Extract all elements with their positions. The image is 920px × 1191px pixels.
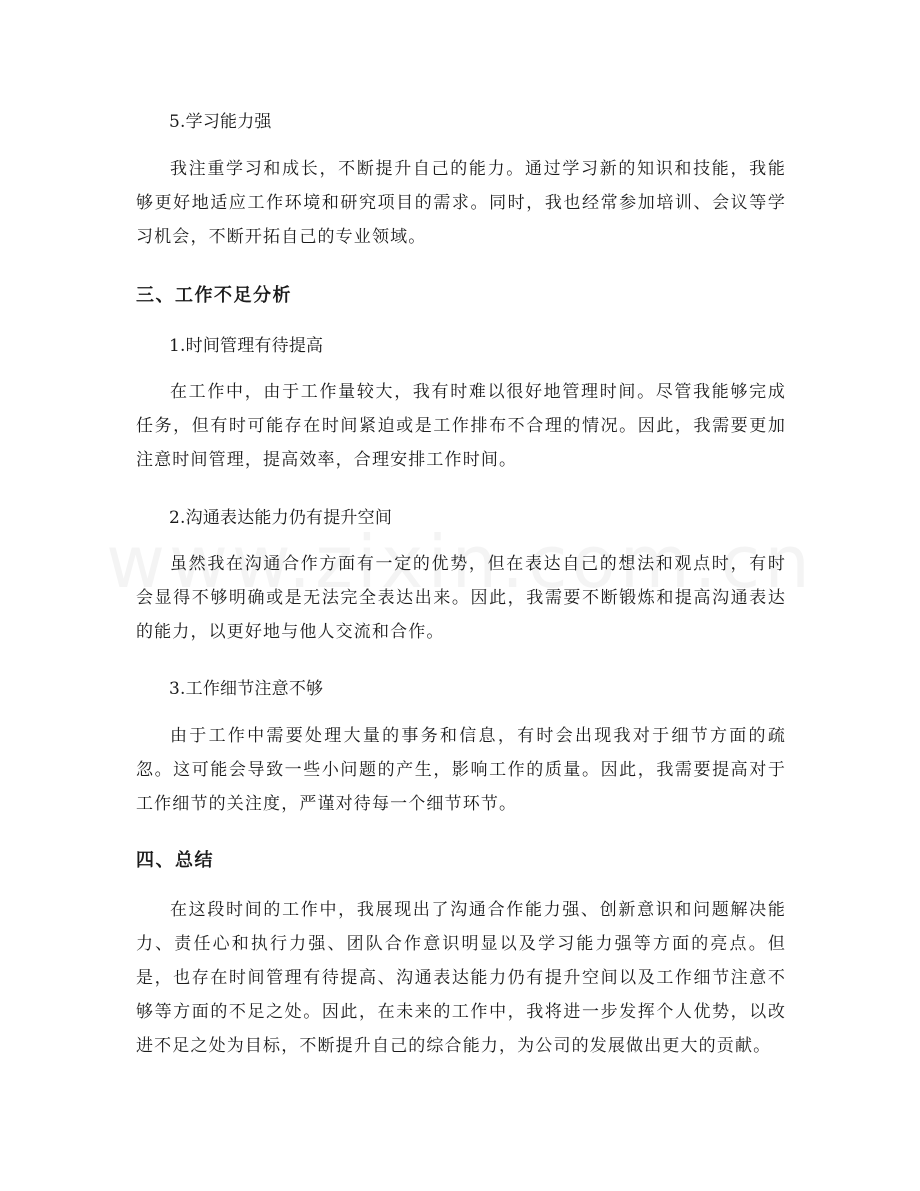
paragraph-communication: 虽然我在沟通合作方面有一定的优势，但在表达自己的想法和观点时，有时会显得不够明确或是无法完全表达出来。因此，我需要不断锻炼和提高沟通表达的能力，以更好地与他人交流和合作。 xyxy=(136,554,786,642)
subsection-title-learning: 5.学习能力强 xyxy=(169,112,272,132)
subsection-title-time-management: 1.时间管理有待提高 xyxy=(169,336,324,356)
subsection-title-communication: 2.沟通表达能力仍有提升空间 xyxy=(169,508,393,528)
paragraph-time-management: 在工作中，由于工作量较大，我有时难以很好地管理时间。尽管我能够完成任务，但有时可能存在时间紧迫或是工作排布不合理的情况。因此，我需要更加注意时间管理，提高效率，合理安排工作时间。 xyxy=(136,382,786,470)
paragraph-learning: 我注重学习和成长，不断提升自己的能力。通过学习新的知识和技能，我能够更好地适应工作环境和研究项目的需求。同时，我也经常参加培训、会议等学习机会，不断开拓自己的专业领域。 xyxy=(136,159,786,247)
paragraph-summary: 在这段时间的工作中，我展现出了沟通合作能力强、创新意识和问题解决能力、责任心和执行力强、团队合作意识明显以及学习能力强等方面的亮点。但是，也存在时间管理有待提高、沟通表达能力仍有提升空间以及工作细节注意不够等方面的不足之处。因此，在未来的工作中，我将进一步发挥个人优势，以改进不足之处为目标，不断提升自己的综合能力，为公司的发展做出更大的贡献。 xyxy=(136,900,786,1056)
section-title-shortcomings: 三、工作不足分析 xyxy=(136,285,292,306)
section-title-summary: 四、总结 xyxy=(136,850,214,871)
paragraph-details: 由于工作中需要处理大量的事务和信息，有时会出现我对于细节方面的疏忽。这可能会导致一些小问题的产生，影响工作的质量。因此，我需要提高对于工作细节的关注度，严谨对待每一个细节环节。 xyxy=(136,726,786,814)
subsection-title-details: 3.工作细节注意不够 xyxy=(169,679,324,699)
